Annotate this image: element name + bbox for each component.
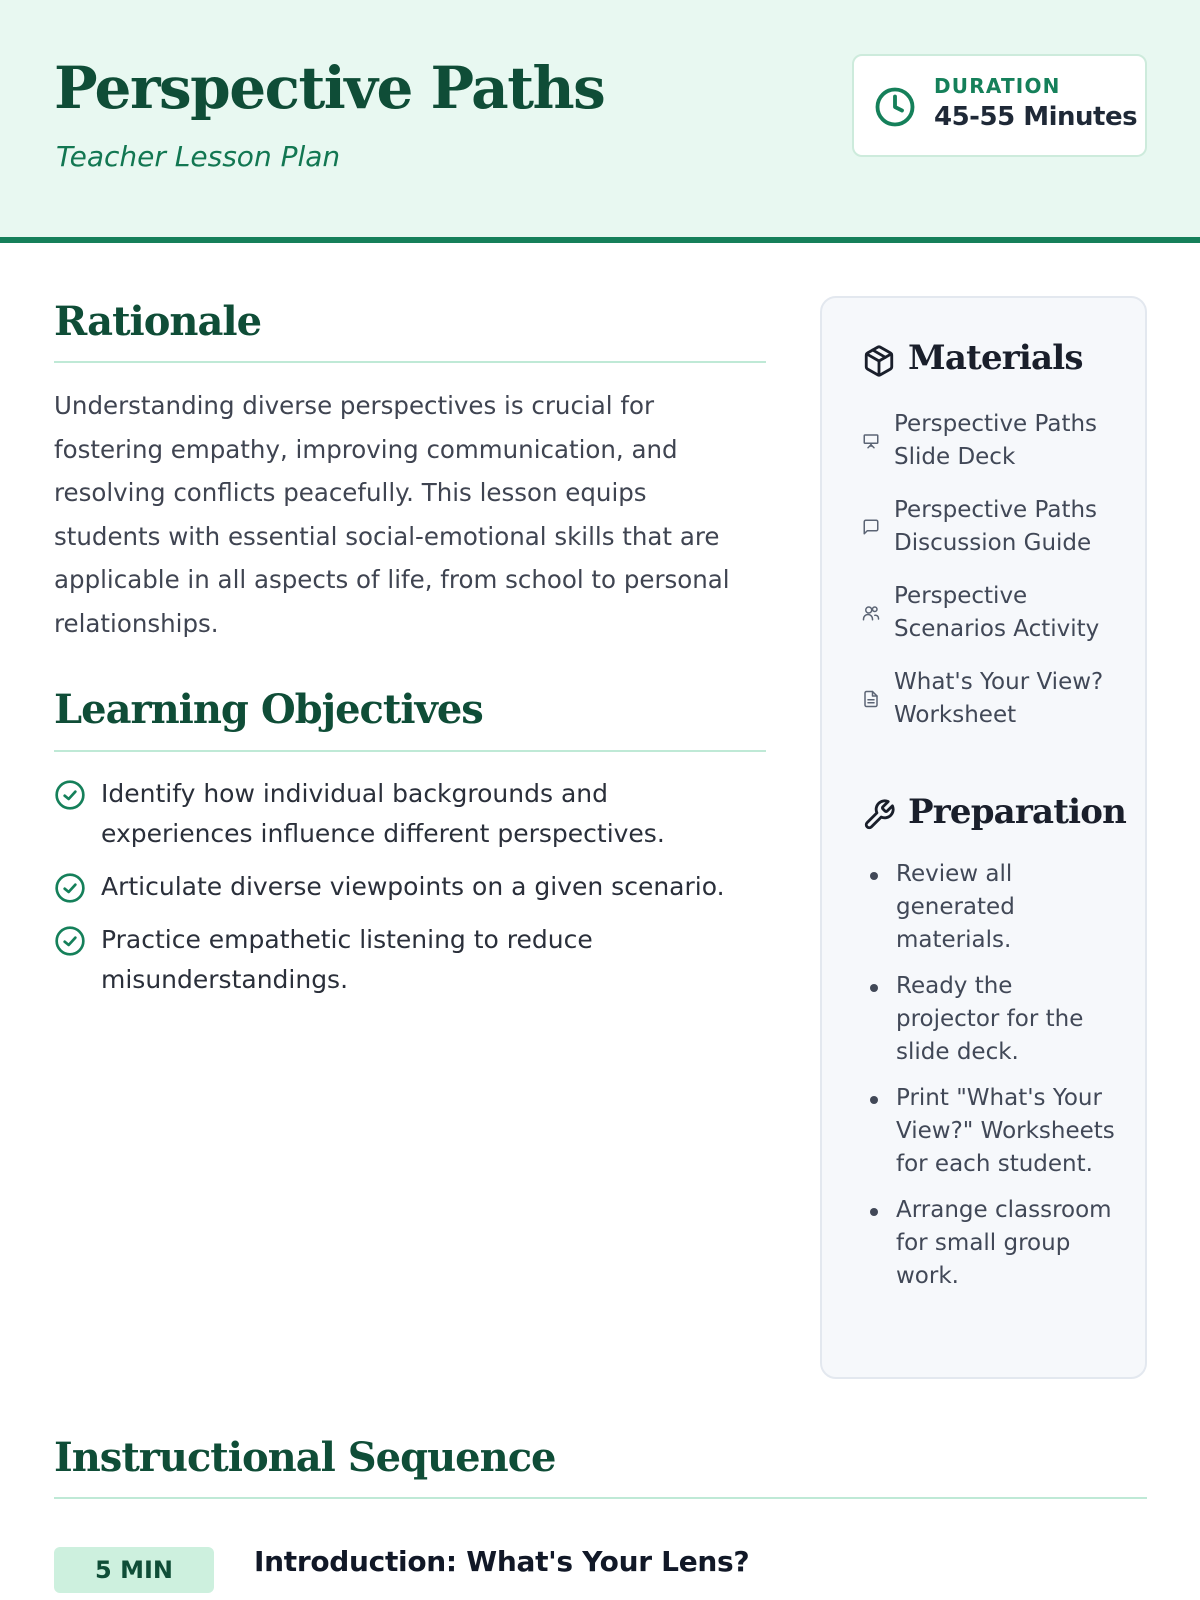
duration-label: DURATION	[934, 74, 1061, 98]
document-icon	[862, 690, 880, 708]
wrench-icon	[862, 798, 896, 832]
material-label: Perspective Scenarios Activity	[894, 583, 1100, 642]
package-icon	[862, 344, 896, 378]
chat-bubble-icon	[862, 518, 880, 536]
rationale-heading: Rationale	[54, 298, 262, 345]
time-badge: 5 MIN	[54, 1547, 214, 1593]
rationale-text: Understanding diverse perspectives is crucial for fostering empathy, improving communication, and resolving conflicts peacefully. This lesson equips students with essential social-emotional skills that are applicable in all aspects of life, from school to personal relationships.	[54, 391, 730, 638]
check-circle-icon	[54, 779, 86, 811]
objective-text: Articulate diverse viewpoints on a given scenario.	[101, 872, 725, 901]
preparation-item: Review all generated materials.	[862, 858, 1122, 957]
presentation-icon	[862, 432, 880, 450]
sequence-heading: Instructional Sequence	[54, 1434, 556, 1481]
check-circle-icon	[54, 925, 86, 957]
material-label: Perspective Paths Slide Deck	[894, 411, 1098, 470]
clock-icon	[874, 86, 916, 128]
page-title: Perspective Paths	[54, 54, 605, 122]
preparation-list	[862, 858, 1122, 1306]
sequence-step-title: Introduction: What's Your Lens?	[254, 1545, 750, 1578]
material-item[interactable]	[862, 580, 1122, 646]
material-item[interactable]	[862, 408, 1122, 474]
material-label: What's Your View? Worksheet	[894, 669, 1104, 728]
rationale-divider	[54, 361, 766, 363]
materials-list	[862, 408, 1122, 752]
preparation-item: Print "What's Your View?" Worksheets for each student.	[862, 1082, 1122, 1181]
sequence-divider	[54, 1497, 1147, 1499]
duration-card	[852, 54, 1147, 157]
sidebar-panel: Materials Perspective Paths Slide Deck Perspective Paths Discussion Guide Perspective Scenarios Activity What's Your View? Worksheet Preparation Review all generated materials. Ready the projector for the slide deck. Print "What's Your View?" Worksheets for each student. Arrange classroom for small group work.	[820, 296, 1147, 1379]
preparation-item: Ready the projector for the slide deck.	[862, 970, 1122, 1069]
material-label: Perspective Paths Discussion Guide	[894, 497, 1098, 556]
objectives-heading: Learning Objectives	[54, 686, 483, 733]
objective-text: Practice empathetic listening to reduce misunderstandings.	[101, 925, 593, 994]
objectives-divider	[54, 750, 766, 752]
lesson-header	[0, 0, 1200, 243]
material-item[interactable]	[862, 666, 1122, 732]
objective-item	[54, 774, 764, 854]
users-icon	[862, 604, 880, 622]
material-item[interactable]	[862, 494, 1122, 560]
page-subtitle: Teacher Lesson Plan	[56, 140, 341, 173]
duration-value: 45-55 Minutes	[934, 102, 1138, 132]
objective-item	[54, 920, 764, 1000]
preparation-item: Arrange classroom for small group work.	[862, 1194, 1122, 1293]
check-circle-icon	[54, 872, 86, 904]
objectives-list	[54, 774, 764, 1013]
objective-text: Identify how individual backgrounds and experiences influence different perspectives.	[101, 779, 665, 848]
objective-item	[54, 867, 764, 907]
